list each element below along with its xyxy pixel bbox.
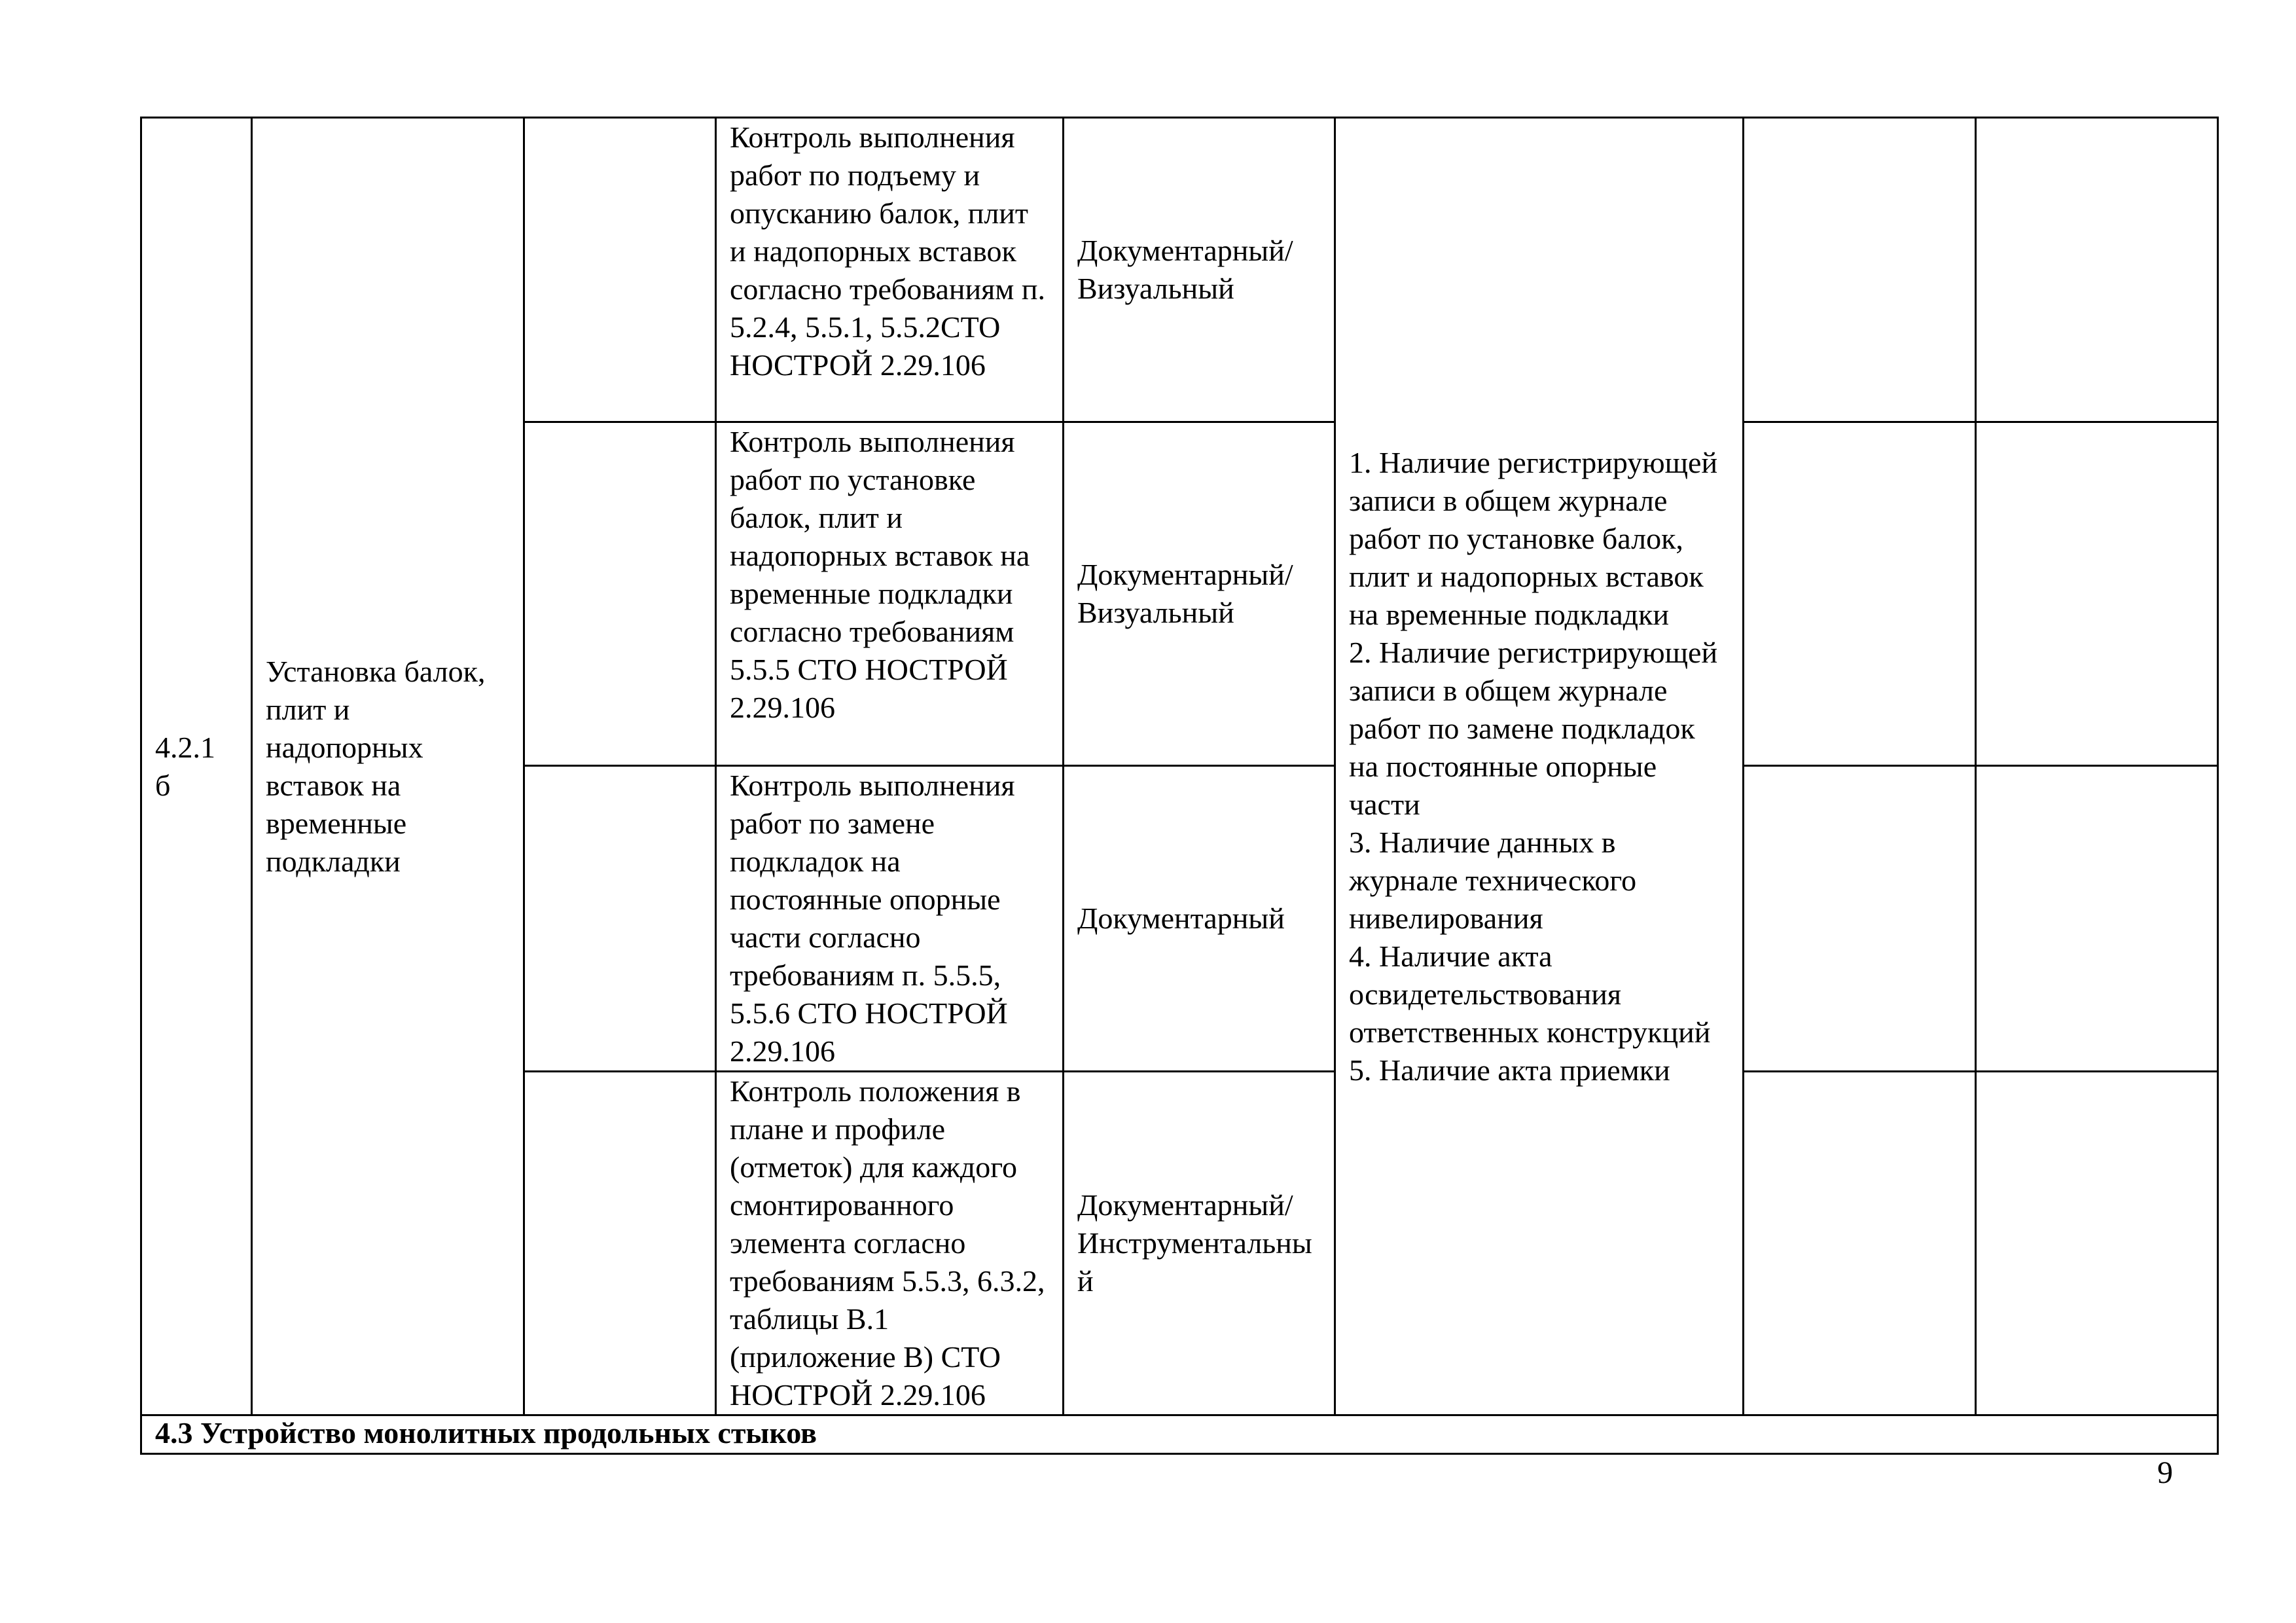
section-heading-row	[141, 1415, 2218, 1454]
empty-cell	[1976, 766, 2218, 1072]
method-cell: Документарный/ Инструментальный	[1064, 1072, 1335, 1415]
method-cell: Документарный/ Визуальный	[1064, 422, 1335, 766]
empty-cell	[1744, 422, 1976, 766]
control-cell: Контроль выполнения работ по установке балок, плит и надопорных вставок на временные подкладки согласно требованиям 5.5.5 СТО НОСТРОЙ 2.29.106	[716, 422, 1064, 766]
empty-cell	[524, 118, 716, 422]
inspection-table	[140, 117, 2219, 1455]
empty-cell	[524, 422, 716, 766]
page-number: 9	[2157, 1455, 2173, 1490]
empty-cell	[1744, 1072, 1976, 1415]
method-cell: Документарный	[1064, 766, 1335, 1072]
empty-cell	[524, 766, 716, 1072]
empty-cell	[1976, 1072, 2218, 1415]
empty-cell	[1976, 118, 2218, 422]
table-row	[141, 118, 2218, 422]
empty-cell	[1744, 118, 1976, 422]
item-number-cell: 4.2.1 б	[141, 118, 252, 1415]
empty-cell	[524, 1072, 716, 1415]
evidence-cell: 1. Наличие регистрирующей записи в общем журнале работ по установке балок, плит и надопорных вставок на временные подкладки 2. Наличие регистрирующей записи в общем журнале работ по замене подкладок на постоянные опорные части 3. Наличие данных в журнале технического нивелирования 4. Наличие акта освидетельствования ответственных конструкций 5. Наличие акта приемки	[1335, 118, 1744, 1415]
empty-cell	[1744, 766, 1976, 1072]
section-heading: 4.3 Устройство монолитных продольных стыков	[141, 1415, 2218, 1454]
empty-cell	[1976, 422, 2218, 766]
item-title-cell: Установка балок, плит и надопорных вставок на временные подкладки	[252, 118, 524, 1415]
method-cell: Документарный/ Визуальный	[1064, 118, 1335, 422]
control-cell: Контроль положения в плане и профиле (отметок) для каждого смонтированного элемента согласно требованиям 5.5.3, 6.3.2, таблицы В.1 (приложение В) СТО НОСТРОЙ 2.29.106	[716, 1072, 1064, 1415]
control-cell: Контроль выполнения работ по подъему и опусканию балок, плит и надопорных вставок согласно требованиям п. 5.2.4, 5.5.1, 5.5.2СТО НОСТРОЙ 2.29.106	[716, 118, 1064, 422]
control-cell: Контроль выполнения работ по замене подкладок на постоянные опорные части согласно требованиям п. 5.5.5, 5.5.6 СТО НОСТРОЙ 2.29.106	[716, 766, 1064, 1072]
